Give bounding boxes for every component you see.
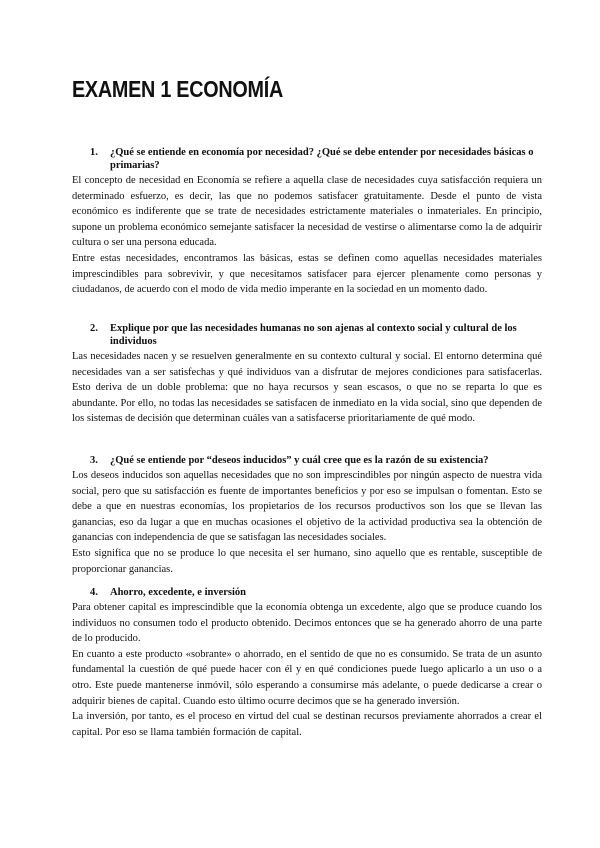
section-4	[72, 586, 542, 740]
section-4-paragraph: En cuanto a este producto «sobrante» o ahorrado, en el sentido de que no es consumido. Se trata de un asunto fundamental la cuestión de qué puede hacer con él y en qué condiciones puede luego aplicarlo a un uso o a otro. Este puede mantenerse inmóvil, sólo esperando a consumirse más adelante, o puede dedicarse a crear o adquirir bienes de capital. Cuando esto último ocurre decimos que se ha generado inversión.	[72, 648, 542, 707]
section-2-question-text: Explique por que las necesidades humanas no son ajenas al contexto social y cultural de los individuos	[110, 323, 517, 347]
section-1-question	[72, 146, 542, 172]
section-3-question	[72, 454, 542, 467]
section-3-paragraph: Esto significa que no se produce lo que necesita el ser humano, sino aquello que es rentable, susceptible de proporcionar ganancias.	[72, 547, 542, 575]
section-2-number: 2.	[90, 323, 98, 334]
section-4-question-text: Ahorro, excedente, e inversión	[110, 587, 246, 598]
section-4-paragraph: Para obtener capital es imprescindible que la economía obtenga un excedente, algo que se produce cuando los individuos no consumen todo el producto obtenido. Decimos entonces que se ha generado ahorro de una parte de lo producido.	[72, 602, 542, 645]
section-4-paragraph: La inversión, por tanto, es el proceso en virtud del cual se destinan recursos previamente ahorrados a crear el capital. Por eso se llama también formación de capital.	[72, 711, 542, 738]
section-1-question-text: ¿Qué se entiende en economía por necesidad? ¿Qué se debe entender por necesidades básicas o primarias?	[110, 147, 534, 171]
section-2-question	[72, 322, 542, 348]
page-title: EXAMEN 1 ECONOMÍA	[72, 76, 284, 102]
section-1-paragraph: Entre estas necesidades, encontramos las básicas, estas se definen como aquellas necesidades materiales imprescindibles para sobrevivir, y que necesitamos satisfacer para ejercer plenamente como personas y ciudadanos, de acuerdo con el modo de vida medio imperante en la sociedad en un momento dado.	[72, 252, 542, 296]
section-3-number: 3.	[90, 455, 98, 466]
section-3-paragraph: Los deseos inducidos son aquellas necesidades que no son imprescindibles por ningún aspecto de nuestra vida social, pero que su satisfacción es fuente de importantes beneficios y por eso se impulsan o fomentan. Esto se debe a que en nuestras economías, los propietarios de los recursos productivos son los que se llevan las ganancias, eso da lugar a que en muchas ocasiones el objetivo de la actividad productiva sea la obtención de ganancias con independencia de que se satisfagan las necesidades sociales.	[72, 470, 542, 544]
section-3-question-text: ¿Qué se entiende por “deseos inducidos” y cuál cree que es la razón de su existencia?	[110, 455, 489, 466]
section-2	[72, 322, 542, 427]
section-4-question	[72, 586, 542, 599]
section-4-number: 4.	[90, 587, 98, 598]
section-1-paragraph: El concepto de necesidad en Economía se refiere a aquella clase de necesidades cuya satisfacción requiera un determinado esfuerzo, es decir, las que no podemos satisfacer gratuitamente. Desde el punto de vista económico es indiferente que se trate de necesidades estrictamente materiales o inmateriales. En principio, supone un problema económico semejante satisfacer la necesidad de vestirse o alimentarse como la de adquirir cultura o ser una persona educada.	[72, 175, 542, 249]
section-2-paragraph: Las necesidades nacen y se resuelven generalmente en su contexto cultural y social. El entorno determina qué necesidades van a ser satisfechas y qué individuos van a disfrutar de mejores condiciones para satisfacerlas. Esto deriva de un doble problema: que no haya recursos y sean escasos, o que no se reparta lo que es abundante. Por ello, no todas las necesidades se satisfacen de inmediato en la vida social, sino que dependen de los sistemas de decisión que determinan cuáles van a satisfacerse prioritariamente de qué modo.	[72, 351, 542, 425]
section-3	[72, 454, 542, 577]
section-1	[72, 146, 542, 298]
section-1-number: 1.	[90, 147, 98, 158]
